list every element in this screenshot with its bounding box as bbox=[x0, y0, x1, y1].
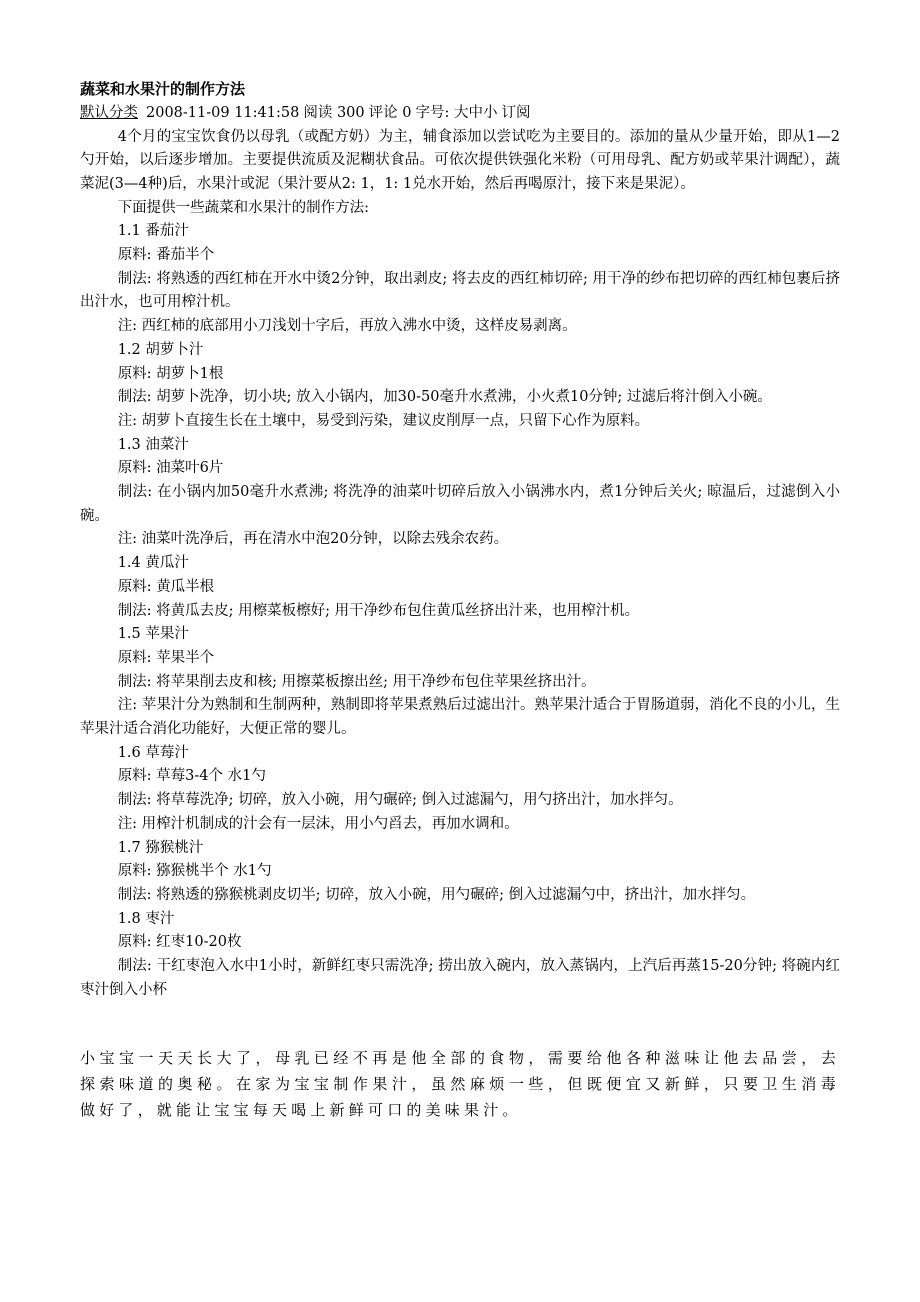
article-paragraph: 制法: 将草莓洗净; 切碎，放入小碗，用勺碾碎; 倒入过滤漏勺，用勺挤出汁，加水拌匀。 bbox=[117, 792, 683, 809]
article-paragraph: 下面提供一些蔬菜和水果汁的制作方法: bbox=[117, 199, 370, 216]
article-paragraph: 原料: 胡萝卜1根 bbox=[117, 365, 224, 382]
closing-section bbox=[80, 1045, 840, 1123]
article-paragraph: 原料: 苹果半个 bbox=[117, 649, 215, 666]
post-datetime: 2008-11-09 11:41:58 bbox=[146, 105, 300, 121]
article-paragraph: 1.1 番茄汁 bbox=[117, 223, 189, 240]
article-paragraph: 制法: 将黄瓜去皮; 用檫菜板檫好; 用干净纱布包住黄瓜丝挤出汁来，也用榨汁机。 bbox=[117, 602, 640, 619]
article-paragraph: 原料: 猕猴桃半个 水1勺 bbox=[117, 863, 272, 880]
article-paragraph: 1.2 胡萝卜汁 bbox=[117, 341, 204, 358]
article-paragraph: 注: 西红柿的底部用小刀浅划十字后，再放入沸水中烫，这样皮易剥离。 bbox=[117, 318, 577, 335]
article-paragraph: 1.4 黄瓜汁 bbox=[117, 555, 189, 572]
article-paragraph: 注: 用榨汁机制成的汁会有一层沫，用小勺舀去，再加水调和。 bbox=[117, 815, 519, 832]
article-paragraph: 注: 苹果汁分为熟制和生制两种，熟制即将苹果煮熟后过滤出汁。熟苹果汁适合于胃肠道弱，消化不良的小儿，生苹果汁适合消化功能好，大便正常的婴儿。 bbox=[80, 697, 840, 738]
article-paragraph: 制法: 在小锅内加50毫升水煮沸; 将洗净的油菜叶切碎后放入小锅沸水内，煮1分钟后关火; 晾温后，过滤倒入小碗。 bbox=[80, 484, 840, 524]
article-paragraph: 注: 油菜叶洗净后，再在清水中泡20分钟，以除去残余农药。 bbox=[117, 531, 509, 548]
article-paragraph: 制法: 将熟透的西红柿在开水中烫2分钟，取出剥皮; 将去皮的西红柿切碎; 用干净的纱布把切碎的西红柿包裹后挤出汁水，也可用榨汁机。 bbox=[80, 270, 840, 311]
article-paragraph: 1.5 苹果汁 bbox=[117, 626, 189, 643]
article-paragraph: 注: 胡萝卜直接生长在土壤中，易受到污染，建议皮削厚一点，只留下心作为原料。 bbox=[117, 412, 650, 429]
subscribe-link[interactable]: 订阅 bbox=[501, 105, 531, 121]
article-paragraph: 制法: 将苹果削去皮和核; 用擦菜板擦出丝; 用干净纱布包住苹果丝挤出汁。 bbox=[117, 673, 596, 690]
article-paragraph: 1.8 枣汁 bbox=[117, 910, 175, 927]
article-paragraph: 制法: 胡萝卜洗净，切小块; 放入小锅内，加30-50毫升水煮沸，小火煮10分钟; 过滤后将汁倒入小碗。 bbox=[117, 389, 772, 406]
article-paragraph: 4个月的宝宝饮食仍以母乳（或配方奶）为主，辅食添加以尝试吃为主要目的。添加的量从少量开始，即从1—2勺开始，以后逐步增加。主要提供流质及泥糊状食品。可依次提供铁强化米粉（可用母乳、配方奶或苹果汁调配），蔬菜泥(3—4种)后，水果汁或泥（果汁要从2: 1，1: 1兑水开始，然后再喝原汁，接下来是果泥）。 bbox=[80, 128, 840, 192]
article-body bbox=[80, 126, 840, 1003]
article-meta bbox=[80, 102, 840, 126]
closing-paragraph: 小宝宝一天天长大了，母乳已经不再是他全部的食物，需要给他各种滋味让他去品尝，去探索味道的奥秘。在家为宝宝制作果汁，虽然麻烦一些，但既便宜又新鲜，只要卫生消毒做好了，就能让宝宝每天喝上新鲜可口的美味果汁。 bbox=[80, 1048, 840, 1119]
article-paragraph: 原料: 草莓3-4个 水1勺 bbox=[117, 768, 266, 785]
font-size-control[interactable]: 字号: 大中小 bbox=[415, 105, 498, 121]
read-count: 阅读 300 bbox=[303, 105, 365, 121]
article-paragraph: 原料: 黄瓜半根 bbox=[117, 578, 215, 595]
article-paragraph: 制法: 干红枣泡入水中1小时，新鲜红枣只需洗净; 捞出放入碗内，放入蒸锅内，上汽后再蒸15-20分钟; 将碗内红枣汁倒入小杯 bbox=[80, 958, 840, 998]
article-paragraph: 1.3 油菜汁 bbox=[117, 436, 189, 453]
category-link[interactable]: 默认分类 bbox=[80, 105, 138, 121]
comment-count[interactable]: 评论 0 bbox=[368, 105, 412, 121]
article bbox=[80, 78, 840, 1123]
article-paragraph: 制法: 将熟透的猕猴桃剥皮切半; 切碎，放入小碗，用勺碾碎; 倒入过滤漏勺中，挤出汁，加水拌匀。 bbox=[117, 887, 756, 903]
article-paragraph: 1.7 猕猴桃汁 bbox=[117, 839, 204, 856]
article-paragraph: 原料: 红枣10-20枚 bbox=[117, 934, 242, 951]
article-paragraph: 原料: 番茄半个 bbox=[117, 247, 215, 264]
article-paragraph: 1.6 草莓汁 bbox=[117, 744, 189, 761]
article-title: 蔬菜和水果汁的制作方法 bbox=[80, 80, 246, 98]
article-paragraph: 原料: 油菜叶6片 bbox=[117, 460, 224, 477]
